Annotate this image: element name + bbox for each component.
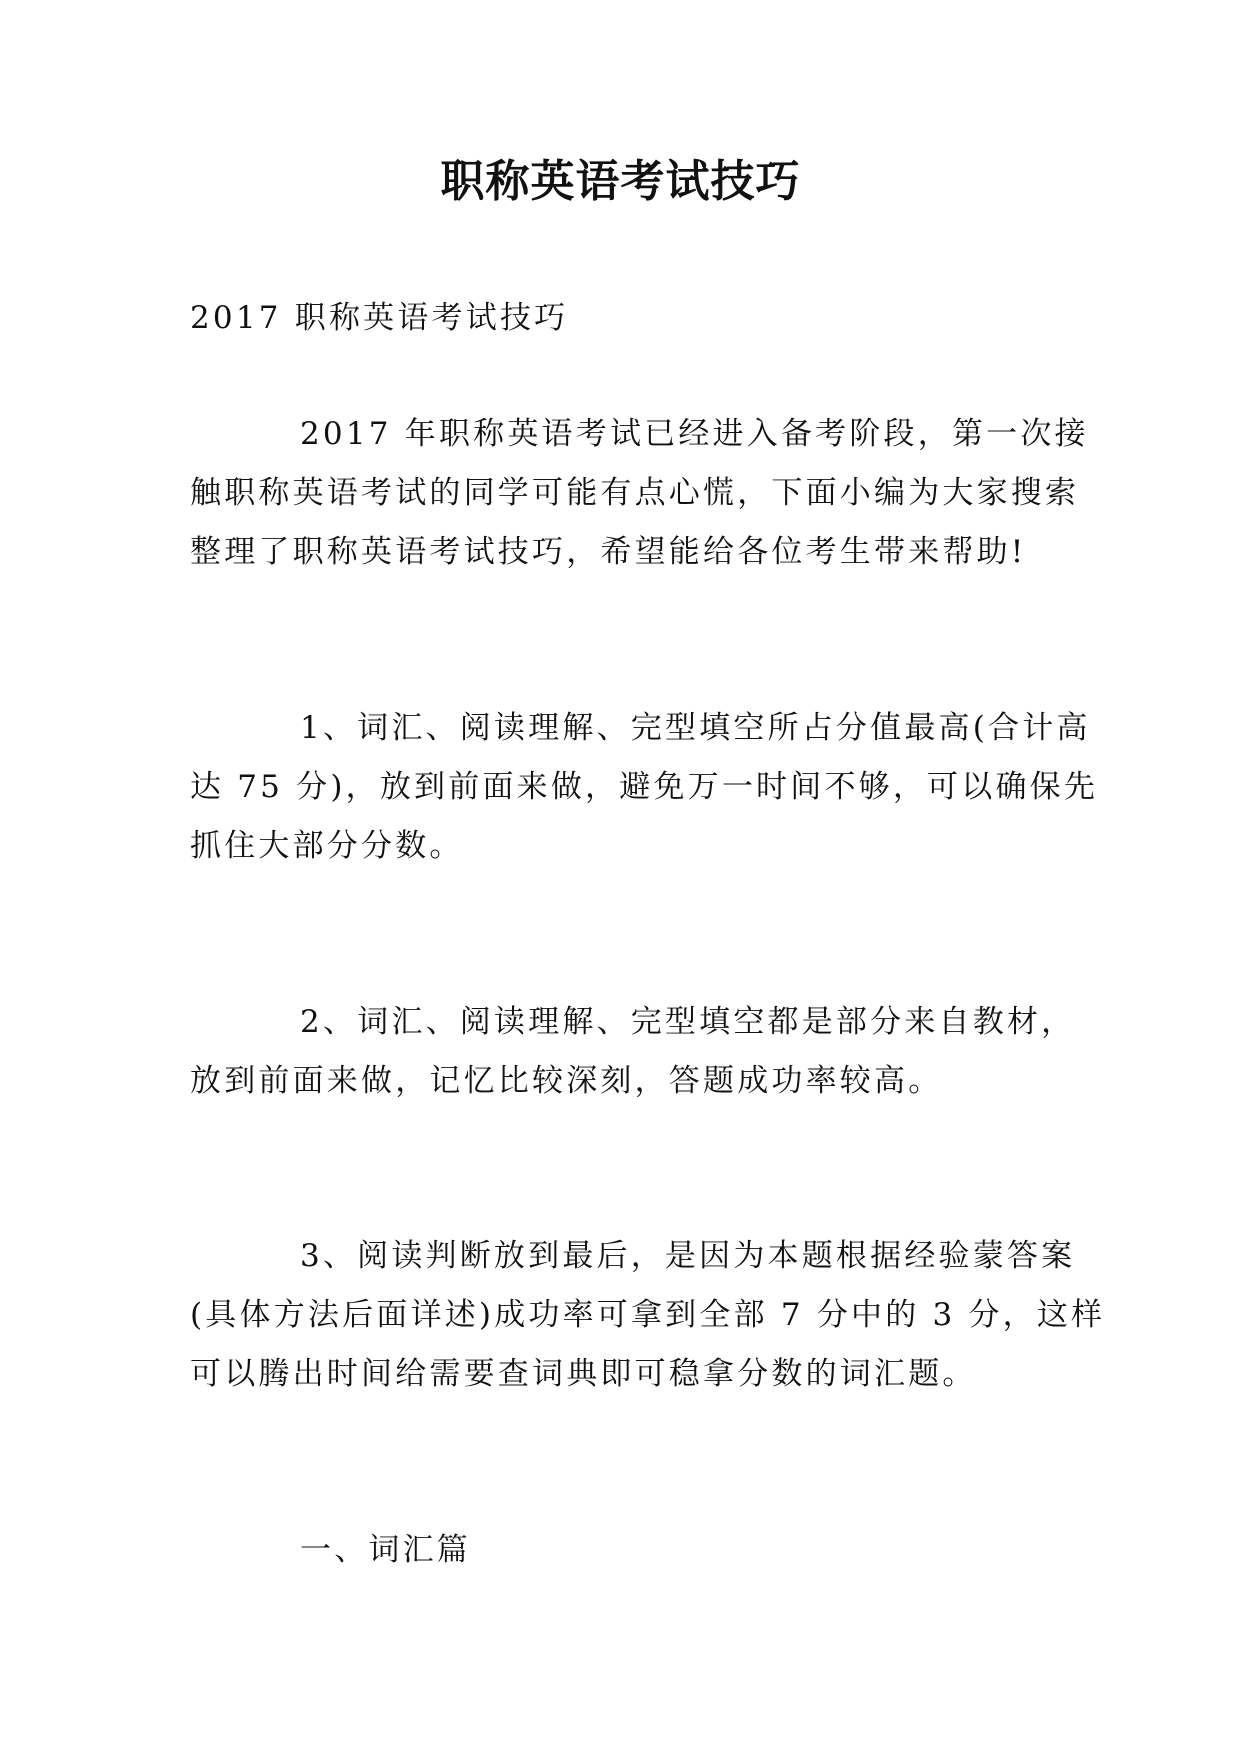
point-1-line: 抓住大部分分数。	[190, 828, 464, 864]
point-3-line: 3、阅读判断放到最后，是因为本题根据经验蒙答案	[300, 1238, 1076, 1274]
intro-paragraph-line: 2017 年职称英语考试已经进入备考阶段，第一次接	[300, 416, 1089, 452]
section-heading-vocabulary: 一、词汇篇	[300, 1532, 471, 1568]
document-title: 职称英语考试技巧	[440, 156, 801, 207]
intro-paragraph-line: 整理了职称英语考试技巧，希望能给各位考生带来帮助!	[190, 534, 1027, 570]
point-1-line: 1、词汇、阅读理解、完型填空所占分值最高(合计高	[300, 710, 1091, 746]
point-3-line: 可以腾出时间给需要查词典即可稳拿分数的词汇题。	[190, 1356, 977, 1392]
point-3-line: (具体方法后面详述)成功率可拿到全部 7 分中的 3 分，这样	[190, 1297, 1106, 1333]
intro-paragraph-line: 触职称英语考试的同学可能有点心慌，下面小编为大家搜索	[190, 475, 1080, 511]
point-2-line: 放到前面来做，记忆比较深刻，答题成功率较高。	[190, 1063, 943, 1099]
point-2-line: 2、词汇、阅读理解、完型填空都是部分来自教材，	[300, 1004, 1076, 1040]
point-1-line: 达 75 分)，放到前面来做，避免万一时间不够，可以确保先	[190, 769, 1099, 805]
document-subtitle: 2017 职称英语考试技巧	[190, 300, 569, 336]
